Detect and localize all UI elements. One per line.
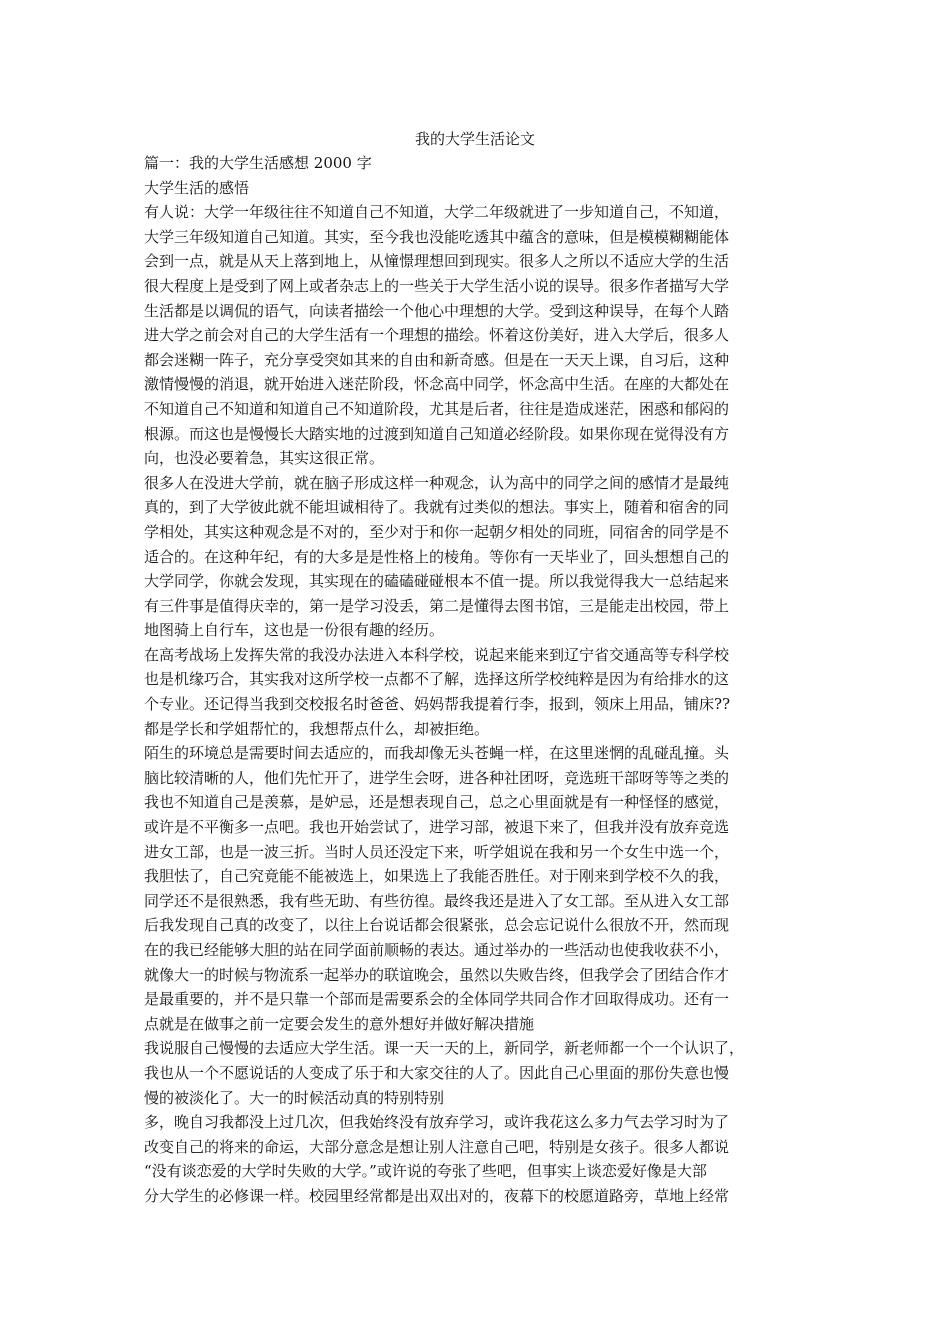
text-line: 个专业。还记得当我到交校报名时爸爸、妈妈帮我提着行李，报到，领床上用品，铺床?? [144,695,731,714]
text-line: 生活都是以调侃的语气，向读者描绘一个他心中理想的大学。受到这种误导，在每个人踏 [144,301,730,320]
text-line: 大学同学，你就会发现，其实现在的磕磕碰碰根本不值一提。所以我觉得我大一总结起来 [144,572,730,591]
text-line: 根源。而这也是慢慢长大踏实地的过渡到知道自己知道必经阶段。如果你现在觉得没有方 [144,424,730,443]
text-line: 大学三年级知道自己知道。其实，至今我也没能吃透其中蕴含的意味，但是模模糊糊能体 [144,227,730,246]
text-line: 也是机缘巧合，其实我对这所学校一点都不了解，选择这所学校纯粹是因为有给排水的这 [144,670,730,689]
text-line: 改变自己的将来的命运，大部分意念是想让别人注意自己吧，特别是女孩子。很多人都说 [144,1137,730,1156]
text-line: 进大学之前会对自己的大学生活有一个理想的描绘。怀着这份美好，进入大学后，很多人 [144,326,730,345]
text-line: 不知道自己不知道和知道自己不知道阶段，尤其是后者，往往是造成迷茫，困惑和郁闷的 [144,399,730,418]
text-line: 真的，到了大学彼此就不能坦诚相待了。我就有过类似的想法。事实上，随着和宿舍的同 [144,498,730,517]
text-line: 就像大一的时候与物流系一起举办的联谊晚会，虽然以失败告终，但我学会了团结合作才 [144,965,730,984]
document-title: 我的大学生活论文 [414,130,535,148]
text-line: 向，也没必要着急，其实这很正常。 [144,449,385,468]
text-line: 分大学生的必修课一样。校园里经常都是出双出对的，夜幕下的校愿道路旁，草地上经常 [144,1186,730,1205]
text-line: 大学生活的感悟 [144,178,250,197]
text-line: 后我发现自己真的改变了，以往上台说话都会很紧张，总会忘记说什么很放不开，然而现 [144,916,730,935]
text-line: 有三件事是值得庆幸的，第一是学习没丢，第二是懂得去图书馆，三是能走出校园，带上 [144,596,730,615]
text-line: 脑比较清晰的人，他们先忙开了，进学生会呀，进各种社团呀，竞选班干部呀等等之类的 [144,768,730,787]
text-line: “没有谈恋爱的大学时失败的大学。”或许说的夸张了些吧，但事实上谈恋爱好像是大部 [144,1162,707,1181]
text-line: 篇一：我的大学生活感想 2000 字 [144,154,372,172]
text-line: 我也从一个不愿说话的人变成了乐于和大家交往的人了。因此自己心里面的那份失意也慢 [144,1063,730,1082]
text-line: 很多人在没进大学前，就在脑子形成这样一种观念，认为高中的同学之间的感情才是最纯 [144,473,730,492]
text-line: 都是学长和学姐帮忙的，我想帮点什么，却被拒绝。 [144,719,490,738]
text-line: 多，晚自习我都没上过几次，但我始终没有放弃学习，或许我花这么多力气去学习时为了 [144,1113,730,1132]
text-line: 我说服自己慢慢的去适应大学生活。课一天一天的上，新同学，新老师都一个一个认识了， [144,1039,745,1058]
text-line: 或许是不平衡多一点吧。我也开始尝试了，进学习部，被退下来了，但我并没有放弃竞选 [144,818,730,837]
text-line: 很大程度上是受到了网上或者杂志上的一些关于大学生活小说的误导。很多作者描写大学 [144,276,730,295]
text-line: 学相处，其实这种观念是不对的，至少对于和你一起朝夕相处的同班，同宿舍的同学是不 [144,522,730,541]
text-line: 在高考战场上发挥失常的我没办法进入本科学校，说起来能来到辽宁省交通高等专科学校 [144,645,730,664]
text-line: 进女工部，也是一波三折。当时人员还没定下来，听学姐说在我和另一个女生中选一个， [144,842,730,861]
text-line: 激情慢慢的消退，就开始进入迷茫阶段，怀念高中同学，怀念高中生活。在座的大都处在 [144,375,730,394]
text-line: 都会迷糊一阵子，充分享受突如其来的自由和新奇感。但是在一天天上课，自习后，这种 [144,350,730,369]
text-line: 在的我已经能够大胆的站在同学面前顺畅的表达。通过举办的一些活动也使我收获不小， [144,941,730,959]
text-line: 会到一点，就是从天上落到地上，从憧憬理想回到现实。很多人之所以不适应大学的生活 [144,252,730,271]
text-line: 同学还不是很熟悉，我有些无助、有些彷徨。最终我还是进入了女工部。至从进入女工部 [144,891,730,910]
text-line: 慢的被淡化了。大一的时候活动真的特别特别 [144,1088,445,1107]
text-line: 点就是在做事之前一定要会发生的意外想好并做好解决措施 [144,1014,535,1033]
text-line: 陌生的环境总是需要时间去适应的，而我却像无头苍蝇一样，在这里迷惘的乱碰乱撞。头 [144,744,730,763]
text-line: 是最重要的，并不是只靠一个部而是需要系会的全体同学共同合作才回取得成功。还有一 [144,990,730,1009]
text-line: 适合的。在这种年纪，有的大多是是性格上的棱角。等你有一天毕业了，回头想想自己的 [144,547,730,566]
text-line: 我胆怯了，自己究竟能不能被选上，如果选上了我能否胜任。对于刚来到学校不久的我， [144,867,730,886]
document-body [144,151,820,1209]
text-line: 地图骑上自行车，这也是一份很有趣的经历。 [144,621,445,640]
text-line: 我也不知道自己是羡慕，是妒忌，还是想表现自己，总之心里面就是有一种怪怪的感觉， [144,793,730,812]
text-line: 有人说：大学一年级往往不知道自己不知道，大学二年级就进了一步知道自己，不知道， [144,203,730,222]
